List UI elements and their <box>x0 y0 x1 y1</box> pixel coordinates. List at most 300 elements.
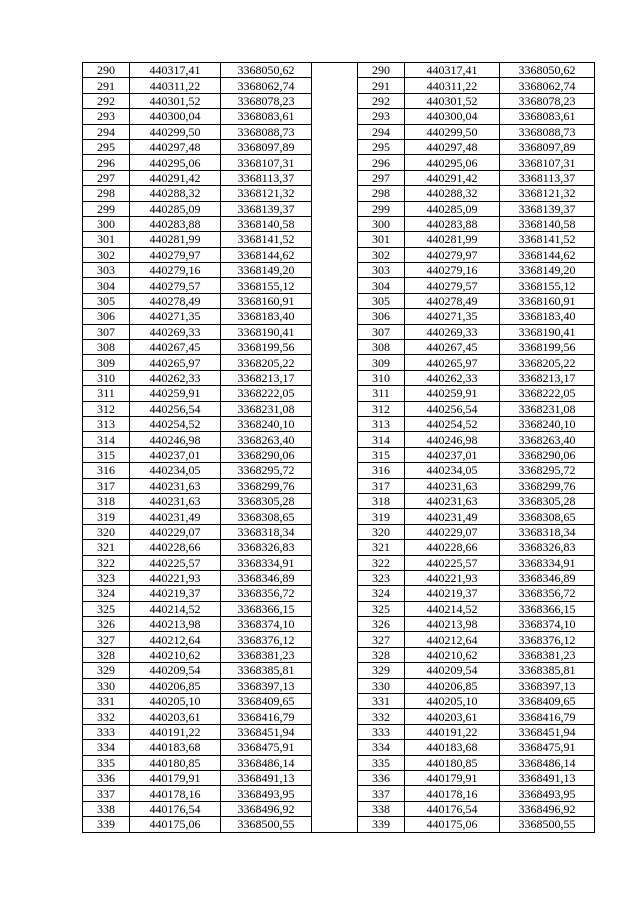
spacer-cell <box>312 463 358 478</box>
right-x-coordinate-cell: 440231,49 <box>405 509 500 524</box>
spacer-cell <box>312 139 358 154</box>
left-x-coordinate-cell: 440228,66 <box>130 540 221 555</box>
left-x-coordinate-cell: 440209,54 <box>130 663 221 678</box>
right-x-coordinate-cell: 440300,04 <box>405 109 500 124</box>
left-y-coordinate-cell: 3368334,91 <box>221 555 312 570</box>
left-y-coordinate-cell: 3368121,32 <box>221 186 312 201</box>
spacer-cell <box>312 232 358 247</box>
left-x-coordinate-cell: 440283,88 <box>130 216 221 231</box>
right-y-coordinate-cell: 3368475,91 <box>500 740 595 755</box>
spacer-cell <box>312 263 358 278</box>
left-point-number-cell: 290 <box>83 63 130 78</box>
left-point-number-cell: 320 <box>83 524 130 539</box>
table-row <box>83 663 595 678</box>
table-row <box>83 601 595 616</box>
spacer-cell <box>312 770 358 785</box>
table-row <box>83 801 595 816</box>
left-point-number-cell: 323 <box>83 570 130 585</box>
right-point-number-cell: 334 <box>358 740 405 755</box>
table-row <box>83 155 595 170</box>
right-y-coordinate-cell: 3368486,14 <box>500 755 595 770</box>
right-point-number-cell: 318 <box>358 493 405 508</box>
table-row <box>83 493 595 508</box>
right-y-coordinate-cell: 3368140,58 <box>500 216 595 231</box>
right-point-number-cell: 309 <box>358 355 405 370</box>
left-point-number-cell: 326 <box>83 617 130 632</box>
right-x-coordinate-cell: 440176,54 <box>405 801 500 816</box>
spacer-cell <box>312 63 358 78</box>
left-x-coordinate-cell: 440234,05 <box>130 463 221 478</box>
table-row <box>83 232 595 247</box>
right-point-number-cell: 303 <box>358 263 405 278</box>
left-x-coordinate-cell: 440278,49 <box>130 293 221 308</box>
left-x-coordinate-cell: 440269,33 <box>130 324 221 339</box>
right-y-coordinate-cell: 3368366,15 <box>500 601 595 616</box>
right-y-coordinate-cell: 3368149,20 <box>500 263 595 278</box>
table-row <box>83 617 595 632</box>
left-x-coordinate-cell: 440229,07 <box>130 524 221 539</box>
spacer-cell <box>312 324 358 339</box>
spacer-cell <box>312 478 358 493</box>
right-y-coordinate-cell: 3368500,55 <box>500 817 595 832</box>
right-point-number-cell: 333 <box>358 724 405 739</box>
left-y-coordinate-cell: 3368050,62 <box>221 63 312 78</box>
left-point-number-cell: 329 <box>83 663 130 678</box>
left-y-coordinate-cell: 3368366,15 <box>221 601 312 616</box>
left-point-number-cell: 294 <box>83 124 130 139</box>
right-x-coordinate-cell: 440291,42 <box>405 170 500 185</box>
table-row <box>83 509 595 524</box>
left-point-number-cell: 313 <box>83 416 130 431</box>
left-point-number-cell: 325 <box>83 601 130 616</box>
right-point-number-cell: 290 <box>358 63 405 78</box>
table-row <box>83 724 595 739</box>
left-y-coordinate-cell: 3368190,41 <box>221 324 312 339</box>
left-point-number-cell: 336 <box>83 770 130 785</box>
left-point-number-cell: 307 <box>83 324 130 339</box>
right-point-number-cell: 291 <box>358 78 405 93</box>
left-x-coordinate-cell: 440237,01 <box>130 447 221 462</box>
right-point-number-cell: 321 <box>358 540 405 555</box>
left-y-coordinate-cell: 3368231,08 <box>221 401 312 416</box>
table-row <box>83 370 595 385</box>
left-point-number-cell: 315 <box>83 447 130 462</box>
left-y-coordinate-cell: 3368240,10 <box>221 416 312 431</box>
left-point-number-cell: 311 <box>83 386 130 401</box>
right-y-coordinate-cell: 3368326,83 <box>500 540 595 555</box>
spacer-cell <box>312 755 358 770</box>
right-point-number-cell: 326 <box>358 617 405 632</box>
right-y-coordinate-cell: 3368097,89 <box>500 139 595 154</box>
right-x-coordinate-cell: 440212,64 <box>405 632 500 647</box>
left-x-coordinate-cell: 440225,57 <box>130 555 221 570</box>
right-y-coordinate-cell: 3368222,05 <box>500 386 595 401</box>
right-y-coordinate-cell: 3368113,37 <box>500 170 595 185</box>
right-x-coordinate-cell: 440210,62 <box>405 647 500 662</box>
table-row <box>83 170 595 185</box>
table-row <box>83 139 595 154</box>
right-point-number-cell: 300 <box>358 216 405 231</box>
table-row <box>83 124 595 139</box>
spacer-cell <box>312 355 358 370</box>
right-y-coordinate-cell: 3368144,62 <box>500 247 595 262</box>
spacer-cell <box>312 447 358 462</box>
right-x-coordinate-cell: 440281,99 <box>405 232 500 247</box>
right-y-coordinate-cell: 3368160,91 <box>500 293 595 308</box>
right-y-coordinate-cell: 3368183,40 <box>500 309 595 324</box>
left-x-coordinate-cell: 440231,63 <box>130 478 221 493</box>
right-y-coordinate-cell: 3368062,74 <box>500 78 595 93</box>
left-y-coordinate-cell: 3368451,94 <box>221 724 312 739</box>
left-x-coordinate-cell: 440221,93 <box>130 570 221 585</box>
right-y-coordinate-cell: 3368376,12 <box>500 632 595 647</box>
right-x-coordinate-cell: 440271,35 <box>405 309 500 324</box>
left-y-coordinate-cell: 3368491,13 <box>221 770 312 785</box>
right-point-number-cell: 322 <box>358 555 405 570</box>
left-y-coordinate-cell: 3368308,65 <box>221 509 312 524</box>
left-x-coordinate-cell: 440259,91 <box>130 386 221 401</box>
right-x-coordinate-cell: 440209,54 <box>405 663 500 678</box>
right-x-coordinate-cell: 440225,57 <box>405 555 500 570</box>
left-y-coordinate-cell: 3368295,72 <box>221 463 312 478</box>
left-point-number-cell: 302 <box>83 247 130 262</box>
left-point-number-cell: 335 <box>83 755 130 770</box>
table-row <box>83 263 595 278</box>
table-row <box>83 109 595 124</box>
left-y-coordinate-cell: 3368374,10 <box>221 617 312 632</box>
left-y-coordinate-cell: 3368139,37 <box>221 201 312 216</box>
right-x-coordinate-cell: 440254,52 <box>405 416 500 431</box>
right-y-coordinate-cell: 3368213,17 <box>500 370 595 385</box>
left-y-coordinate-cell: 3368376,12 <box>221 632 312 647</box>
table-row <box>83 355 595 370</box>
right-x-coordinate-cell: 440203,61 <box>405 709 500 724</box>
right-point-number-cell: 292 <box>358 93 405 108</box>
left-y-coordinate-cell: 3368263,40 <box>221 432 312 447</box>
left-y-coordinate-cell: 3368160,91 <box>221 293 312 308</box>
table-row <box>83 93 595 108</box>
spacer-cell <box>312 293 358 308</box>
right-point-number-cell: 337 <box>358 786 405 801</box>
right-point-number-cell: 299 <box>358 201 405 216</box>
right-x-coordinate-cell: 440219,37 <box>405 586 500 601</box>
right-point-number-cell: 325 <box>358 601 405 616</box>
right-point-number-cell: 336 <box>358 770 405 785</box>
table-row <box>83 63 595 78</box>
left-y-coordinate-cell: 3368213,17 <box>221 370 312 385</box>
left-x-coordinate-cell: 440279,16 <box>130 263 221 278</box>
left-x-coordinate-cell: 440214,52 <box>130 601 221 616</box>
right-y-coordinate-cell: 3368121,32 <box>500 186 595 201</box>
spacer-cell <box>312 386 358 401</box>
left-y-coordinate-cell: 3368083,61 <box>221 109 312 124</box>
right-point-number-cell: 314 <box>358 432 405 447</box>
right-x-coordinate-cell: 440299,50 <box>405 124 500 139</box>
table-row <box>83 647 595 662</box>
right-y-coordinate-cell: 3368318,34 <box>500 524 595 539</box>
right-y-coordinate-cell: 3368397,13 <box>500 678 595 693</box>
left-x-coordinate-cell: 440279,57 <box>130 278 221 293</box>
right-x-coordinate-cell: 440279,16 <box>405 263 500 278</box>
left-point-number-cell: 316 <box>83 463 130 478</box>
left-x-coordinate-cell: 440299,50 <box>130 124 221 139</box>
right-x-coordinate-cell: 440231,63 <box>405 493 500 508</box>
right-y-coordinate-cell: 3368356,72 <box>500 586 595 601</box>
table-row <box>83 247 595 262</box>
spacer-cell <box>312 632 358 647</box>
right-y-coordinate-cell: 3368231,08 <box>500 401 595 416</box>
left-y-coordinate-cell: 3368097,89 <box>221 139 312 154</box>
left-y-coordinate-cell: 3368475,91 <box>221 740 312 755</box>
spacer-cell <box>312 370 358 385</box>
right-point-number-cell: 331 <box>358 694 405 709</box>
left-point-number-cell: 339 <box>83 817 130 832</box>
spacer-cell <box>312 570 358 585</box>
right-x-coordinate-cell: 440311,22 <box>405 78 500 93</box>
left-point-number-cell: 299 <box>83 201 130 216</box>
left-point-number-cell: 298 <box>83 186 130 201</box>
table-row <box>83 555 595 570</box>
left-y-coordinate-cell: 3368385,81 <box>221 663 312 678</box>
left-point-number-cell: 319 <box>83 509 130 524</box>
left-point-number-cell: 295 <box>83 139 130 154</box>
right-y-coordinate-cell: 3368334,91 <box>500 555 595 570</box>
right-x-coordinate-cell: 440221,93 <box>405 570 500 585</box>
right-point-number-cell: 320 <box>358 524 405 539</box>
spacer-cell <box>312 601 358 616</box>
left-x-coordinate-cell: 440311,22 <box>130 78 221 93</box>
left-x-coordinate-cell: 440281,99 <box>130 232 221 247</box>
left-point-number-cell: 328 <box>83 647 130 662</box>
left-point-number-cell: 312 <box>83 401 130 416</box>
right-point-number-cell: 339 <box>358 817 405 832</box>
spacer-cell <box>312 170 358 185</box>
spacer-cell <box>312 817 358 832</box>
left-x-coordinate-cell: 440176,54 <box>130 801 221 816</box>
left-point-number-cell: 338 <box>83 801 130 816</box>
right-y-coordinate-cell: 3368451,94 <box>500 724 595 739</box>
right-point-number-cell: 295 <box>358 139 405 154</box>
right-y-coordinate-cell: 3368050,62 <box>500 63 595 78</box>
left-y-coordinate-cell: 3368205,22 <box>221 355 312 370</box>
spacer-cell <box>312 124 358 139</box>
left-point-number-cell: 306 <box>83 309 130 324</box>
right-point-number-cell: 313 <box>358 416 405 431</box>
left-y-coordinate-cell: 3368088,73 <box>221 124 312 139</box>
right-point-number-cell: 327 <box>358 632 405 647</box>
right-x-coordinate-cell: 440297,48 <box>405 139 500 154</box>
left-point-number-cell: 332 <box>83 709 130 724</box>
table-row <box>83 293 595 308</box>
spacer-cell <box>312 740 358 755</box>
right-point-number-cell: 298 <box>358 186 405 201</box>
spacer-cell <box>312 786 358 801</box>
left-point-number-cell: 310 <box>83 370 130 385</box>
left-x-coordinate-cell: 440279,97 <box>130 247 221 262</box>
spacer-cell <box>312 309 358 324</box>
right-x-coordinate-cell: 440179,91 <box>405 770 500 785</box>
spacer-cell <box>312 109 358 124</box>
right-y-coordinate-cell: 3368374,10 <box>500 617 595 632</box>
table-row <box>83 786 595 801</box>
table-row <box>83 463 595 478</box>
right-y-coordinate-cell: 3368409,65 <box>500 694 595 709</box>
right-point-number-cell: 302 <box>358 247 405 262</box>
right-point-number-cell: 305 <box>358 293 405 308</box>
table-row <box>83 447 595 462</box>
left-y-coordinate-cell: 3368222,05 <box>221 386 312 401</box>
left-x-coordinate-cell: 440191,22 <box>130 724 221 739</box>
left-point-number-cell: 333 <box>83 724 130 739</box>
left-point-number-cell: 300 <box>83 216 130 231</box>
table-row <box>83 432 595 447</box>
right-y-coordinate-cell: 3368299,76 <box>500 478 595 493</box>
left-point-number-cell: 337 <box>83 786 130 801</box>
left-x-coordinate-cell: 440183,68 <box>130 740 221 755</box>
right-x-coordinate-cell: 440278,49 <box>405 293 500 308</box>
left-point-number-cell: 308 <box>83 340 130 355</box>
left-y-coordinate-cell: 3368155,12 <box>221 278 312 293</box>
spacer-cell <box>312 278 358 293</box>
left-x-coordinate-cell: 440256,54 <box>130 401 221 416</box>
table-row <box>83 678 595 693</box>
spacer-cell <box>312 93 358 108</box>
spacer-cell <box>312 186 358 201</box>
spacer-cell <box>312 416 358 431</box>
left-y-coordinate-cell: 3368299,76 <box>221 478 312 493</box>
right-point-number-cell: 308 <box>358 340 405 355</box>
right-x-coordinate-cell: 440214,52 <box>405 601 500 616</box>
left-x-coordinate-cell: 440300,04 <box>130 109 221 124</box>
right-x-coordinate-cell: 440228,66 <box>405 540 500 555</box>
table-row <box>83 401 595 416</box>
left-y-coordinate-cell: 3368416,79 <box>221 709 312 724</box>
table-row <box>83 201 595 216</box>
spacer-cell <box>312 216 358 231</box>
right-point-number-cell: 329 <box>358 663 405 678</box>
spacer-cell <box>312 493 358 508</box>
right-x-coordinate-cell: 440237,01 <box>405 447 500 462</box>
right-x-coordinate-cell: 440267,45 <box>405 340 500 355</box>
table-row <box>83 416 595 431</box>
left-y-coordinate-cell: 3368305,28 <box>221 493 312 508</box>
left-y-coordinate-cell: 3368078,23 <box>221 93 312 108</box>
right-y-coordinate-cell: 3368416,79 <box>500 709 595 724</box>
right-y-coordinate-cell: 3368346,89 <box>500 570 595 585</box>
right-point-number-cell: 324 <box>358 586 405 601</box>
left-x-coordinate-cell: 440180,85 <box>130 755 221 770</box>
left-x-coordinate-cell: 440231,63 <box>130 493 221 508</box>
left-x-coordinate-cell: 440262,33 <box>130 370 221 385</box>
spacer-cell <box>312 401 358 416</box>
left-point-number-cell: 309 <box>83 355 130 370</box>
left-y-coordinate-cell: 3368493,95 <box>221 786 312 801</box>
right-x-coordinate-cell: 440231,63 <box>405 478 500 493</box>
table-row <box>83 478 595 493</box>
spacer-cell <box>312 801 358 816</box>
left-x-coordinate-cell: 440267,45 <box>130 340 221 355</box>
spacer-cell <box>312 617 358 632</box>
left-x-coordinate-cell: 440175,06 <box>130 817 221 832</box>
left-point-number-cell: 291 <box>83 78 130 93</box>
left-x-coordinate-cell: 440203,61 <box>130 709 221 724</box>
table-row <box>83 740 595 755</box>
right-x-coordinate-cell: 440279,57 <box>405 278 500 293</box>
right-x-coordinate-cell: 440256,54 <box>405 401 500 416</box>
left-y-coordinate-cell: 3368290,06 <box>221 447 312 462</box>
left-x-coordinate-cell: 440205,10 <box>130 694 221 709</box>
right-y-coordinate-cell: 3368155,12 <box>500 278 595 293</box>
left-point-number-cell: 334 <box>83 740 130 755</box>
left-x-coordinate-cell: 440301,52 <box>130 93 221 108</box>
spacer-cell <box>312 694 358 709</box>
right-x-coordinate-cell: 440175,06 <box>405 817 500 832</box>
right-y-coordinate-cell: 3368381,23 <box>500 647 595 662</box>
right-point-number-cell: 323 <box>358 570 405 585</box>
right-y-coordinate-cell: 3368141,52 <box>500 232 595 247</box>
left-point-number-cell: 303 <box>83 263 130 278</box>
left-point-number-cell: 327 <box>83 632 130 647</box>
table-row <box>83 817 595 832</box>
left-x-coordinate-cell: 440254,52 <box>130 416 221 431</box>
right-x-coordinate-cell: 440317,41 <box>405 63 500 78</box>
right-y-coordinate-cell: 3368496,92 <box>500 801 595 816</box>
right-point-number-cell: 317 <box>358 478 405 493</box>
table-row <box>83 694 595 709</box>
right-point-number-cell: 330 <box>358 678 405 693</box>
left-y-coordinate-cell: 3368144,62 <box>221 247 312 262</box>
spacer-cell <box>312 201 358 216</box>
left-y-coordinate-cell: 3368346,89 <box>221 570 312 585</box>
table-row <box>83 340 595 355</box>
right-x-coordinate-cell: 440246,98 <box>405 432 500 447</box>
right-y-coordinate-cell: 3368190,41 <box>500 324 595 339</box>
right-y-coordinate-cell: 3368295,72 <box>500 463 595 478</box>
left-y-coordinate-cell: 3368381,23 <box>221 647 312 662</box>
table-row <box>83 570 595 585</box>
spacer-cell <box>312 509 358 524</box>
right-point-number-cell: 297 <box>358 170 405 185</box>
right-y-coordinate-cell: 3368139,37 <box>500 201 595 216</box>
spacer-cell <box>312 724 358 739</box>
left-point-number-cell: 305 <box>83 293 130 308</box>
right-x-coordinate-cell: 440213,98 <box>405 617 500 632</box>
left-x-coordinate-cell: 440213,98 <box>130 617 221 632</box>
right-point-number-cell: 310 <box>358 370 405 385</box>
right-point-number-cell: 311 <box>358 386 405 401</box>
right-x-coordinate-cell: 440283,88 <box>405 216 500 231</box>
left-x-coordinate-cell: 440291,42 <box>130 170 221 185</box>
left-x-coordinate-cell: 440285,09 <box>130 201 221 216</box>
right-y-coordinate-cell: 3368083,61 <box>500 109 595 124</box>
right-point-number-cell: 306 <box>358 309 405 324</box>
right-y-coordinate-cell: 3368088,73 <box>500 124 595 139</box>
spacer-cell <box>312 540 358 555</box>
left-point-number-cell: 304 <box>83 278 130 293</box>
left-point-number-cell: 322 <box>83 555 130 570</box>
left-y-coordinate-cell: 3368486,14 <box>221 755 312 770</box>
left-point-number-cell: 292 <box>83 93 130 108</box>
right-point-number-cell: 316 <box>358 463 405 478</box>
left-x-coordinate-cell: 440295,06 <box>130 155 221 170</box>
spacer-cell <box>312 663 358 678</box>
right-x-coordinate-cell: 440259,91 <box>405 386 500 401</box>
right-y-coordinate-cell: 3368199,56 <box>500 340 595 355</box>
right-x-coordinate-cell: 440279,97 <box>405 247 500 262</box>
table-row <box>83 216 595 231</box>
left-y-coordinate-cell: 3368113,37 <box>221 170 312 185</box>
right-x-coordinate-cell: 440269,33 <box>405 324 500 339</box>
